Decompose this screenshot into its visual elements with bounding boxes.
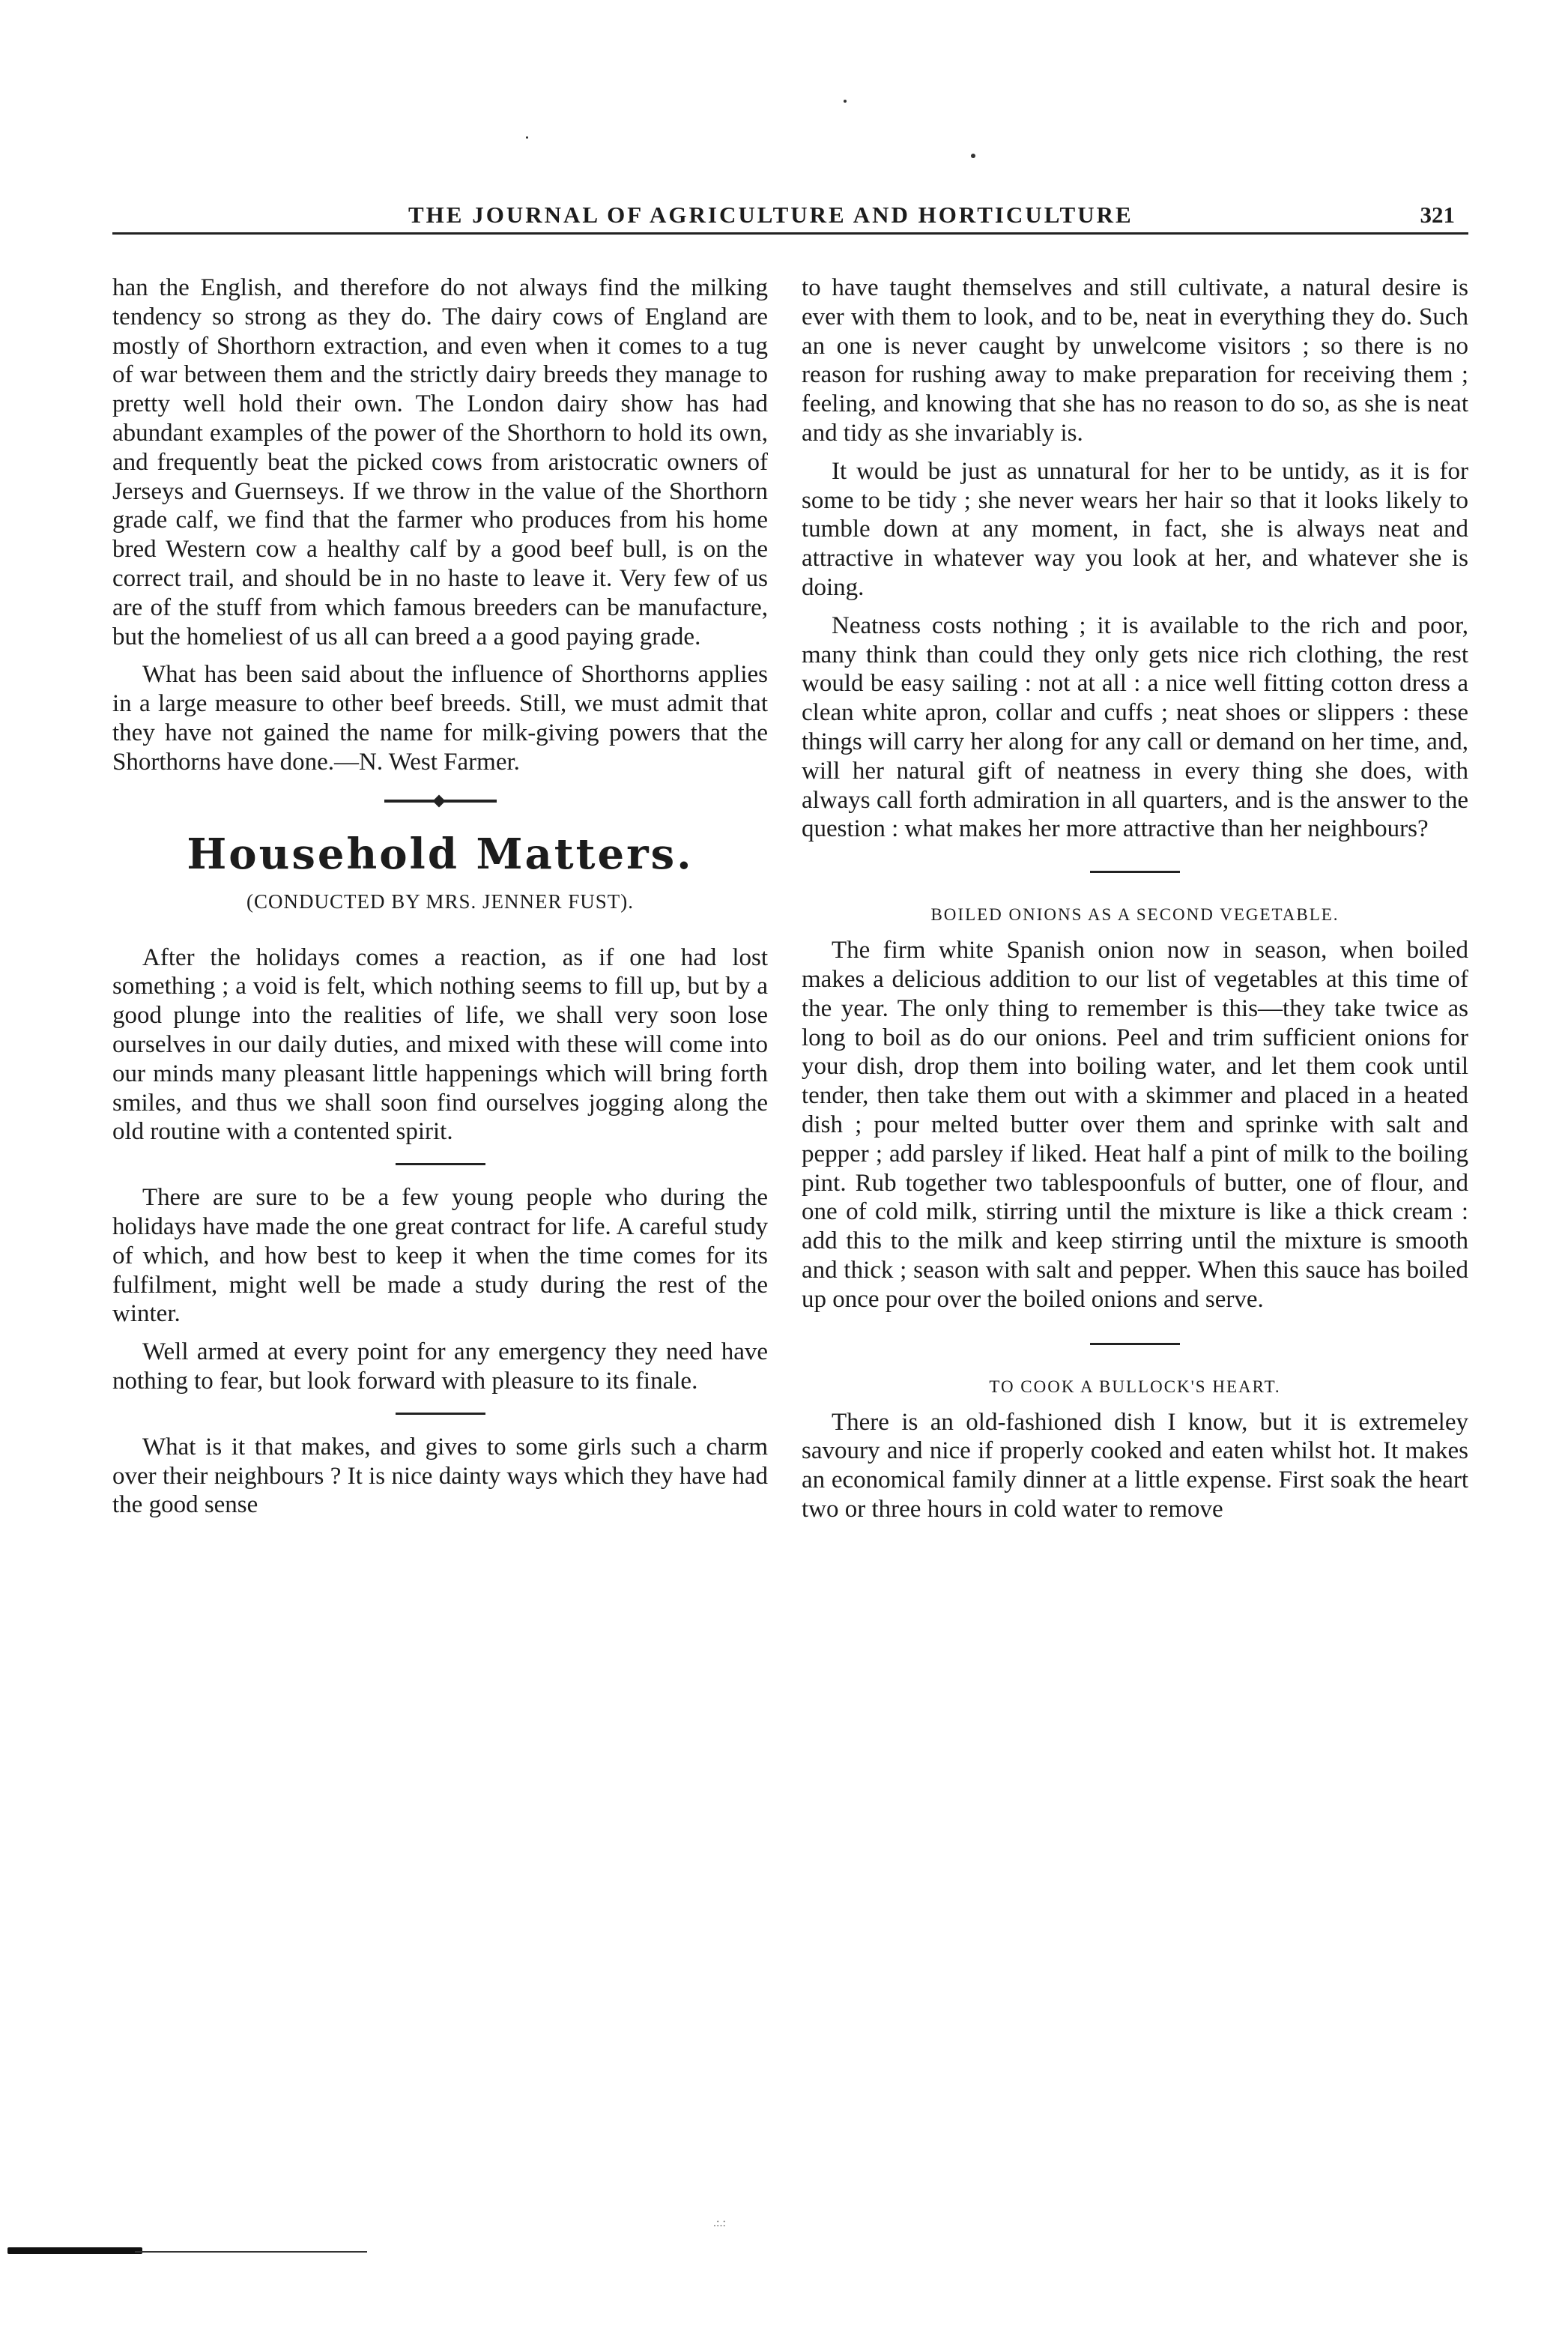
paragraph: What is it that makes, and gives to some girls such a charm over their neighbours ? It is nice dainty ways which they have had the good sense — [112, 1433, 768, 1519]
recipe-heading: TO COOK A BULLOCK'S HEART. — [989, 1377, 1281, 1396]
print-speck — [844, 100, 847, 103]
page-number: 321 — [1420, 202, 1455, 228]
print-speck — [971, 154, 975, 158]
print-speck — [526, 136, 528, 139]
section-subtitle: (CONDUCTED BY MRS. JENNER FUST). — [246, 889, 635, 913]
paragraph: It would be just as unnatural for her to be untidy, as it is for some to be tidy ; she never wears her hair so that it looks likely to tumble down at any moment, in fact, she is always neat and attractive in whatever way you look at her, and whatever she is doing. — [802, 457, 1468, 601]
paragraph: Well armed at every point for any emergency they need have nothing to fear, but look forward with pleasure to its finale. — [112, 1338, 768, 1395]
paragraph: There is an old-fashioned dish I know, but it is extremeley savoury and nice if properly cooked and eaten whilst hot. It makes an economical family dinner at a little expense. First soak the heart two or three hours in cold water to remove — [802, 1408, 1468, 1523]
divider-rule — [396, 1163, 485, 1165]
paragraph: to have taught themselves and still cultivate, a natural desire is ever with them to look, and to be, neat in everything they do. Such an one is never caught by unwelcome visitors ; so there is no reason for rushing away to make preparation for receiving them ; feeling, and knowing that she has no reason to do so, as she is neat and tidy as she invariably is. — [802, 274, 1468, 447]
left-column — [112, 274, 768, 1520]
printer-rule — [7, 2245, 367, 2256]
journal-title: THE JOURNAL OF AGRICULTURE AND HORTICULTURE — [408, 202, 1133, 228]
paragraph: han the English, and therefore do not always find the milking tendency so strong as they do. The dairy cows of England are mostly of Shorthorn extraction, and even when it comes to a tug of war between them and the strictly dairy breeds they manage to pretty well hold their own. The London dairy show has had abundant examples of the power of the Shorthorn to hold its own, and frequently beat the picked cows from aristocratic owners of Jerseys and Guernseys. If we throw in the value of the Shorthorn grade calf, we find that the farmer who produces from his home bred Western cow a healthy calf by a good beef bull, is on the correct trail, and should be in no haste to leave it. Very few of us are of the stuff from which famous breeders can be manufacture, but the homeliest of us all can breed a a good paying grade. — [112, 274, 768, 650]
paragraph: The firm white Spanish onion now in season, when boiled makes a delicious addition to our list of vegetables at this time of the year. The only thing to remember is this—they take twice as long to boil as do our onions. Peel and trim sufficient onions for your dish, drop them into boiling water, and let them cook until tender, then take them out with a skimmer and placed in a heated dish ; pour melted butter over them and sprinke with salt and pepper ; add parsley if liked. Heat half a pint of milk to the boiling pint. Rub together two tablespoonfuls of butter, one of flour, and one of cold milk, stirring until the mixture is like a thick cream : add this to the milk and keep stirring until the mixture is smooth and thick ; season with salt and pepper. When this sauce has boiled up once pour over the boiled onions and serve. — [802, 937, 1468, 1313]
print-mark: .:.: — [713, 2217, 726, 2229]
divider-rule — [1090, 871, 1180, 873]
paragraph: There are sure to be a few young people who during the holidays have made the one great contract for life. A careful study of which, and how best to keep it when the time comes for its fulfilment, might well be made a study during the rest of the winter. — [112, 1184, 768, 1328]
recipe-heading: BOILED ONIONS AS A SECOND VEGETABLE. — [930, 905, 1340, 925]
section-title: Household Matters. — [187, 829, 694, 879]
paragraph: What has been said about the influence of Shorthorns applies in a large measure to other beef breeds. Still, we must admit that they have not gained the name for milk-giving powers that the Shorthorns have done.—N. West Farmer. — [112, 661, 768, 776]
paragraph: Neatness costs nothing ; it is available to the rich and poor, many think than could they only gets nice rich clothing, the rest would be easy sailing : not at all : a nice well fitting cotton dress a clean white apron, collar and cuffs ; neat shoes or slippers : these things will carry her along for any call or demand on her time, and, will her natural gift of neatness in every thing she does, with always call forth admiration in all quarters, and is the answer to the question : what makes her more attractive than her neighbours? — [802, 611, 1468, 843]
divider-rule — [396, 1413, 485, 1415]
running-header — [112, 201, 1468, 235]
paragraph: After the holidays comes a reaction, as if one had lost something ; a void is felt, which nothing seems to fill up, but by a good plunge into the realities of life, we shall very soon lose ourselves in our daily duties, and mixed with these will come into our minds many pleasant little happenings which will bring forth smiles, and thus we shall soon find ourselves jogging along the old routine with a contented spirit. — [112, 943, 768, 1146]
divider-rule — [1090, 1343, 1180, 1345]
ornamental-rule — [384, 800, 497, 803]
right-column — [802, 274, 1468, 1524]
